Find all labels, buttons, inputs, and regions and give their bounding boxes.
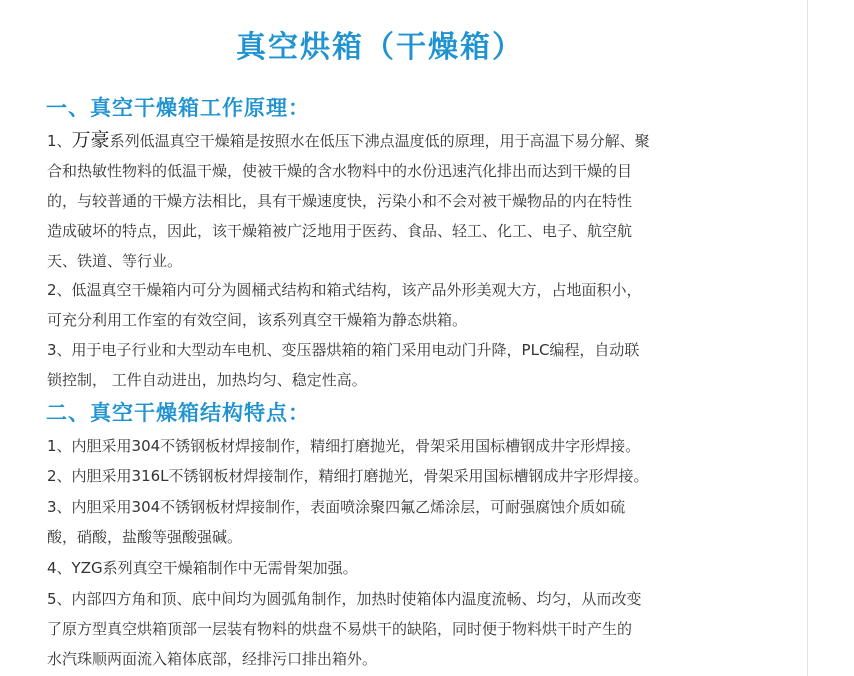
text-line: 5、内部四方角和顶、底中间均为圆弧角制作，加热时使箱体内温度流畅、均匀，从而改变 (47, 590, 642, 608)
paragraph (47, 461, 727, 491)
text-line: 天、铁道、等行业。 (47, 252, 183, 270)
text-line: 合和热敏性物料的低温干燥，使被干燥的含水物料中的水份迅速汽化排出而达到干燥的目 (47, 162, 633, 180)
text-line: 了原方型真空烘箱顶部一层装有物料的烘盘不易烘干的缺陷，同时便于物料烘干时产生的 (47, 620, 633, 638)
paragraph (47, 275, 727, 335)
text-line: 2、低温真空干燥箱内可分为圆桶式结构和箱式结构，该产品外形美观大方，占地面积小， (47, 281, 642, 299)
text-line: 1、内胆采用304不锈钢板材焊接制作，精细打磨抛光，骨架采用国标槽钢成井字形焊接。 (47, 437, 641, 455)
paragraph (47, 584, 727, 674)
divider (807, 0, 808, 676)
paragraph (47, 125, 727, 276)
text-line: 造成破坏的特点，因此，该干燥箱被广泛地用于医药、食品、轻工、化工、电子、航空航 (47, 222, 633, 240)
text-line: 2、内胆采用316L不锈钢板材焊接制作，精细打磨抛光，骨架采用国标槽钢成井字形焊接。 (47, 467, 649, 485)
section-heading-principle: 一、真空干燥箱工作原理： (46, 96, 310, 120)
text-line: 水汽珠顺两面流入箱体底部，经排污口排出箱外。 (47, 650, 378, 668)
text-line: 酸，硝酸，盐酸等强酸强碱。 (47, 528, 243, 546)
text-line: 1、万豪系列低温真空干燥箱是按照水在低压下沸点温度低的原理，用于高温下易分解、聚 (47, 129, 650, 151)
paragraph (47, 553, 727, 583)
text-line: 3、内胆采用304不锈钢板材焊接制作，表面喷涂聚四氟乙烯涂层，可耐强腐蚀介质如硫 (47, 498, 626, 516)
section-heading-features: 二、真空干燥箱结构特点： (46, 401, 310, 425)
page-title: 真空烘箱（干燥箱） (236, 30, 524, 65)
paragraph (47, 492, 727, 552)
paragraph (47, 335, 727, 395)
text-line: 4、YZG系列真空干燥箱制作中无需骨架加强。 (47, 559, 358, 577)
text-line: 的，与较普通的干燥方法相比，具有干燥速度快，污染小和不会对被干燥物品的内在特性 (47, 192, 633, 210)
text-line: 可充分利用工作室的有效空间，该系列真空干燥箱为静态烘箱。 (47, 311, 468, 329)
paragraph (47, 431, 727, 461)
text-line: 3、用于电子行业和大型动车电机、变压器烘箱的箱门采用电动门升降，PLC编程，自动联 (47, 341, 640, 359)
brand-name: 万豪 (71, 129, 110, 151)
text-line: 锁控制， 工件自动进出，加热均匀、稳定性高。 (47, 371, 367, 389)
